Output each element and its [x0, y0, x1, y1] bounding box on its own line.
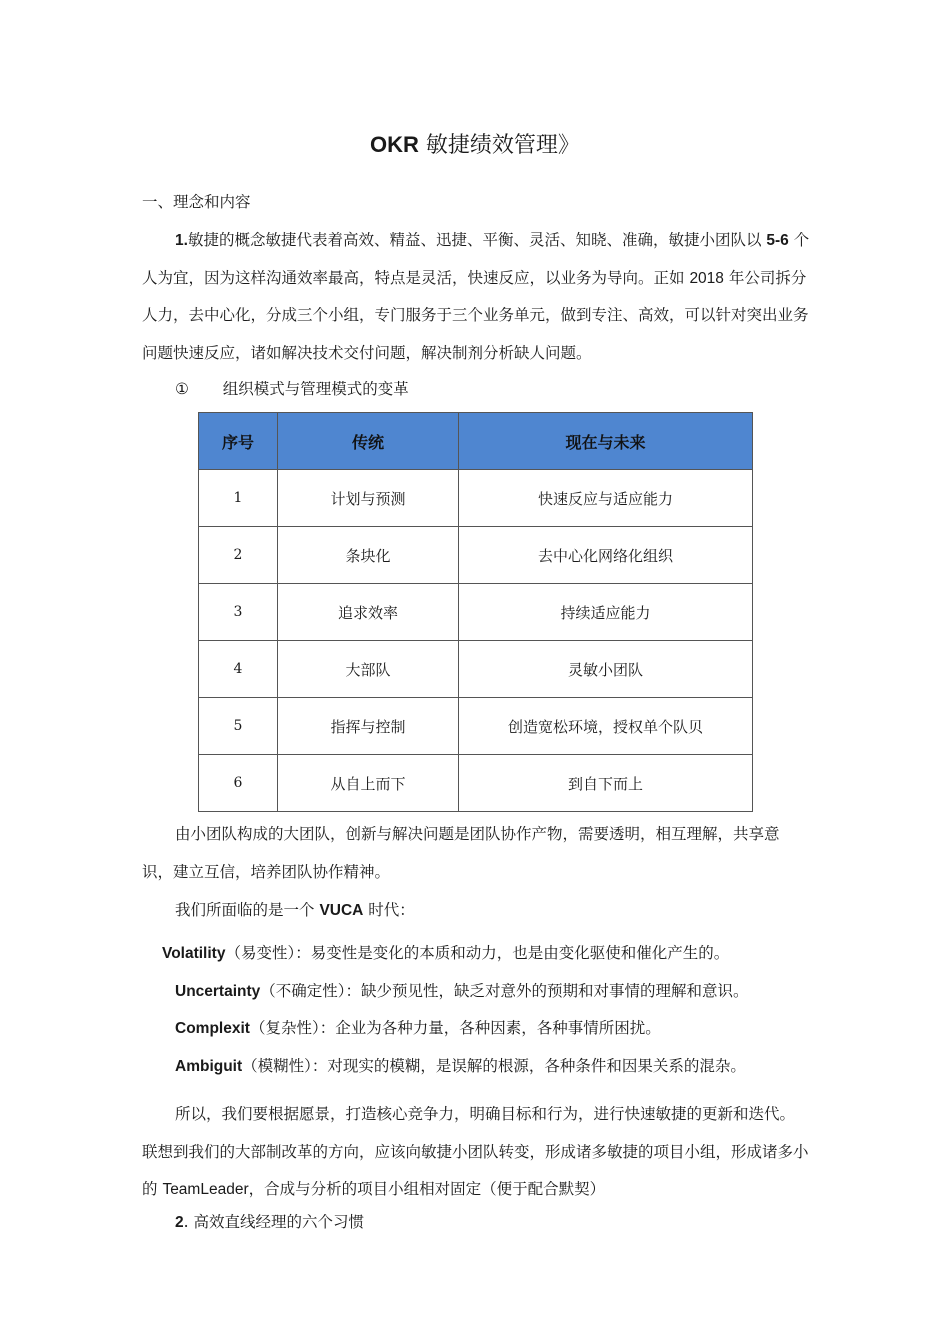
vuca-volatility: Volatility（易变性）：易变性是变化的本质和动力，也是由变化驱使和催化产生的。 [162, 944, 730, 962]
table-cell: 去中心化网络化组织 [459, 527, 753, 584]
table-cell: 追求效率 [278, 584, 459, 641]
table-cell: 计划与预测 [278, 470, 459, 527]
table-cell: 4 [199, 641, 278, 698]
document-title: OKR 敏捷绩效管理》 [370, 132, 580, 158]
table-cell: 1 [199, 470, 278, 527]
circled-number-marker: ① [175, 380, 189, 398]
table-row [199, 527, 753, 584]
subheading-org-change [175, 377, 409, 401]
table-cell: 条块化 [278, 527, 459, 584]
table-cell: 灵敏小团队 [459, 641, 753, 698]
table-row [199, 641, 753, 698]
vuca-ambiguity: Ambiguit（模糊性）：对现实的模糊，是误解的根源，各种条件和因果关系的混杂。 [175, 1057, 746, 1075]
section-heading-1: 一、理念和内容 [142, 193, 251, 211]
table-cell: 快速反应与适应能力 [459, 470, 753, 527]
table-row [199, 755, 753, 812]
comparison-table [198, 412, 753, 812]
table-header-row [199, 413, 753, 470]
table-cell: 5 [199, 698, 278, 755]
subheading-text: 组织模式与管理模式的变革 [222, 380, 409, 398]
paragraph-team-collaboration: 由小团队构成的大团队，创新与解决问题是团队协作产物，需要透明，相互理解，共享意识，建立互信，培养团队协作精神。 [142, 825, 780, 881]
section-heading-2: 2. 高效直线经理的六个习惯 [175, 1213, 364, 1231]
table-cell: 指挥与控制 [278, 698, 459, 755]
table-cell: 3 [199, 584, 278, 641]
table-cell: 大部队 [278, 641, 459, 698]
paragraph-agile-team-transition: 所以，我们要根据愿景，打造核心竞争力，明确目标和行为，进行快速敏捷的更新和迭代。联想到我们的大部制改革的方向，应该向敏捷小团队转变，形成诸多敏捷的项目小组，形成诸多小的 TeamLeader，合成与分析的项目小组相对固定（便于配合默契） [142, 1105, 809, 1198]
table-cell: 6 [199, 755, 278, 812]
vuca-complexity: Complexit（复杂性）：企业为各种力量，各种因素，各种事情所困扰。 [175, 1019, 661, 1037]
vuca-uncertainty: Uncertainty（不确定性）：缺少预见性，缺乏对意外的预期和对事情的理解和意识。 [175, 982, 749, 1000]
paragraph-vuca-intro: 我们所面临的是一个 VUCA 时代： [175, 901, 415, 919]
header-cell: 现在与未来 [459, 413, 753, 470]
table-cell: 到自下而上 [459, 755, 753, 812]
table-cell: 创造宽松环境，授权单个队贝 [459, 698, 753, 755]
header-cell: 序号 [199, 413, 278, 470]
header-cell: 传统 [278, 413, 459, 470]
table-row [199, 470, 753, 527]
table-row [199, 698, 753, 755]
table-cell: 持续适应能力 [459, 584, 753, 641]
table-cell: 2 [199, 527, 278, 584]
paragraph-agile-concept: 1.敏捷的概念敏捷代表着高效、精益、迅捷、平衡、灵活、知晓、准确，敏捷小团队以 5-6 个人为宜，因为这样沟通效率最高，特点是灵活，快速反应，以业务为导向。正如 2018 年公司拆分人力，去中心化，分成三个小组，专门服务于三个业务单元，做到专注、高效，可以针对突出业务问题快速反应，诸如解决技术交付问题，解决制剂分析缺人问题。 [142, 231, 810, 362]
table-cell: 从自上而下 [278, 755, 459, 812]
table-row [199, 584, 753, 641]
